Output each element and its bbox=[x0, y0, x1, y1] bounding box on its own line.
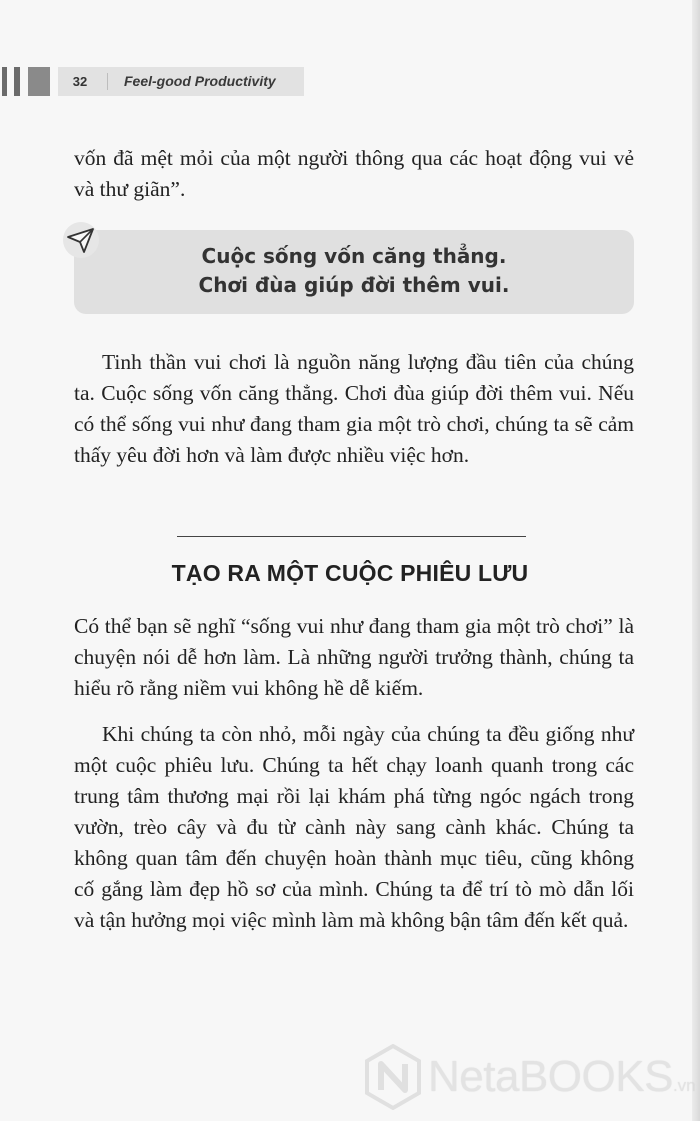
paper-plane-icon bbox=[62, 221, 100, 259]
callout-text bbox=[74, 242, 634, 300]
paragraph-continuation: vốn đã mệt mỏi của một người thông qua các hoạt động vui vẻ và thư giãn”. bbox=[74, 146, 634, 201]
header-decor-bar bbox=[2, 67, 7, 96]
callout-line-2: Chơi đùa giúp đời thêm vui. bbox=[198, 273, 510, 297]
paragraph-childhood bbox=[74, 719, 634, 936]
paragraph-text: Tinh thần vui chơi là nguồn năng lượng đầu tiên của chúng ta. Cuộc sống vốn căng thẳng. Chơi đùa giúp đời thêm vui. Nếu có thể sống vui như đang tham gia một trò chơi, chúng ta sẽ cảm thấy yêu đời hơn và làm được nhiều việc hơn. bbox=[74, 350, 634, 467]
paragraph-text: Khi chúng ta còn nhỏ, mỗi ngày của chúng ta đều giống như một cuộc phiêu lưu. Chúng ta hết chạy loanh quanh trong các trung tâm thương mại rồi lại khám phá từng ngóc ngách trong vườn, trèo cây và đu từ cành này sang cành khác. Chúng ta không quan tâm đến chuyện hoàn thành mục tiêu, cũng không cố gắng làm đẹp hồ sơ của mình. Chúng ta để trí tò mò dẫn lối và tận hưởng mọi việc mình làm mà không bận tâm đến kết quả. bbox=[74, 722, 634, 932]
watermark bbox=[364, 1044, 694, 1110]
quote-callout bbox=[74, 230, 634, 314]
watermark-suffix: .vn bbox=[672, 1076, 696, 1095]
header-decor-bar bbox=[28, 67, 50, 96]
watermark-brand: NetaBOOKS bbox=[428, 1052, 673, 1101]
book-title: Feel-good Productivity bbox=[124, 73, 276, 89]
header-decor-bar bbox=[14, 67, 20, 96]
callout-line-1: Cuộc sống vốn căng thẳng. bbox=[201, 244, 507, 268]
page-number: 32 bbox=[72, 74, 88, 89]
page-header bbox=[0, 67, 700, 96]
section-divider bbox=[177, 536, 526, 537]
header-separator bbox=[107, 73, 108, 90]
paragraph-adventure-intro: Có thể bạn sẽ nghĩ “sống vui như đang tham gia một trò chơi” là chuyện nói dễ hơn làm. Là những người trưởng thành, chúng ta hiểu rõ rằng niềm vui không hề dễ kiếm. bbox=[74, 614, 634, 700]
paragraph-playfulness bbox=[74, 347, 634, 471]
netabooks-logo-icon bbox=[364, 1044, 422, 1110]
section-heading: TẠO RA MỘT CUỘC PHIÊU LƯU bbox=[171, 560, 529, 586]
